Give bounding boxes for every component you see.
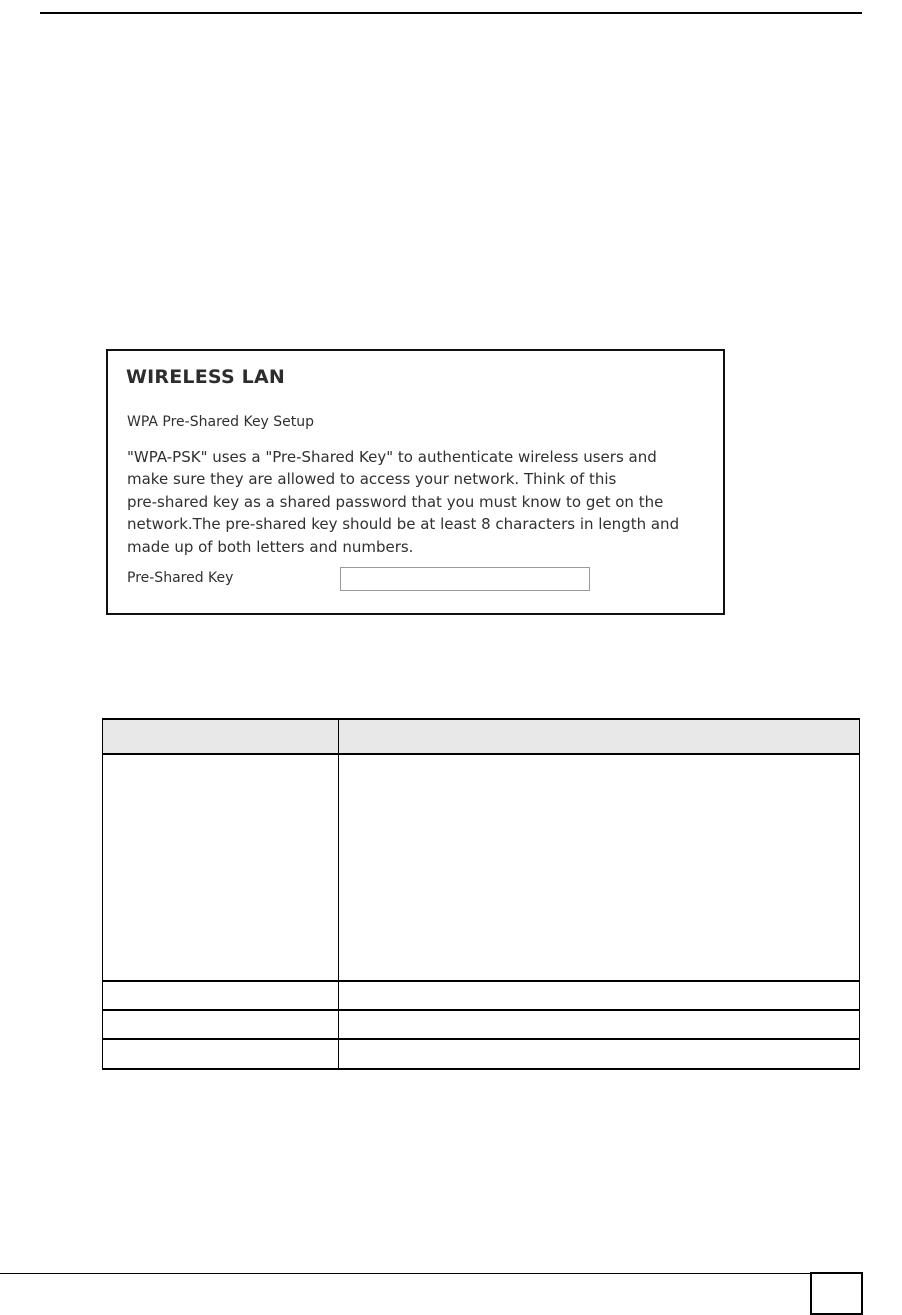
pre-shared-key-input[interactable] [340,567,590,591]
page-number-box [810,1272,863,1315]
table-row [103,1039,860,1069]
description-line: made up of both letters and numbers. [127,537,414,556]
description-line: pre-shared key as a shared password that you must know to get on the [127,492,664,511]
table-row [103,1010,860,1039]
table-cell [339,981,860,1010]
table-header-row [103,719,860,754]
description-line: network.The pre-shared key should be at least 8 characters in length and [127,515,680,534]
table-cell [103,1039,339,1069]
table-cell [339,754,860,981]
description-line: "WPA-PSK" uses a "Pre-Shared Key" to authenticate wireless users and [127,448,657,466]
description-line: make sure they are allowed to access your network. Think of this [127,470,617,489]
table-cell [339,1010,860,1039]
wireless-lan-title: WIRELESS LAN [126,366,285,388]
wpa-pre-shared-key-setup-subtitle: WPA Pre-Shared Key Setup [127,414,315,430]
table-row [103,981,860,1010]
pre-shared-key-label: Pre-Shared Key [127,570,234,586]
top-page-rule [40,12,862,14]
table-cell [103,754,339,981]
table-row [103,754,860,981]
wireless-lan-screenshot-panel [106,349,725,615]
footer-rule [0,1273,811,1274]
table-header-cell [103,719,339,754]
table-cell [339,1039,860,1069]
table-header-cell [339,719,860,754]
table-cell [103,981,339,1010]
field-description-table [102,718,860,1070]
table-cell [103,1010,339,1039]
wpa-psk-description [127,446,702,558]
